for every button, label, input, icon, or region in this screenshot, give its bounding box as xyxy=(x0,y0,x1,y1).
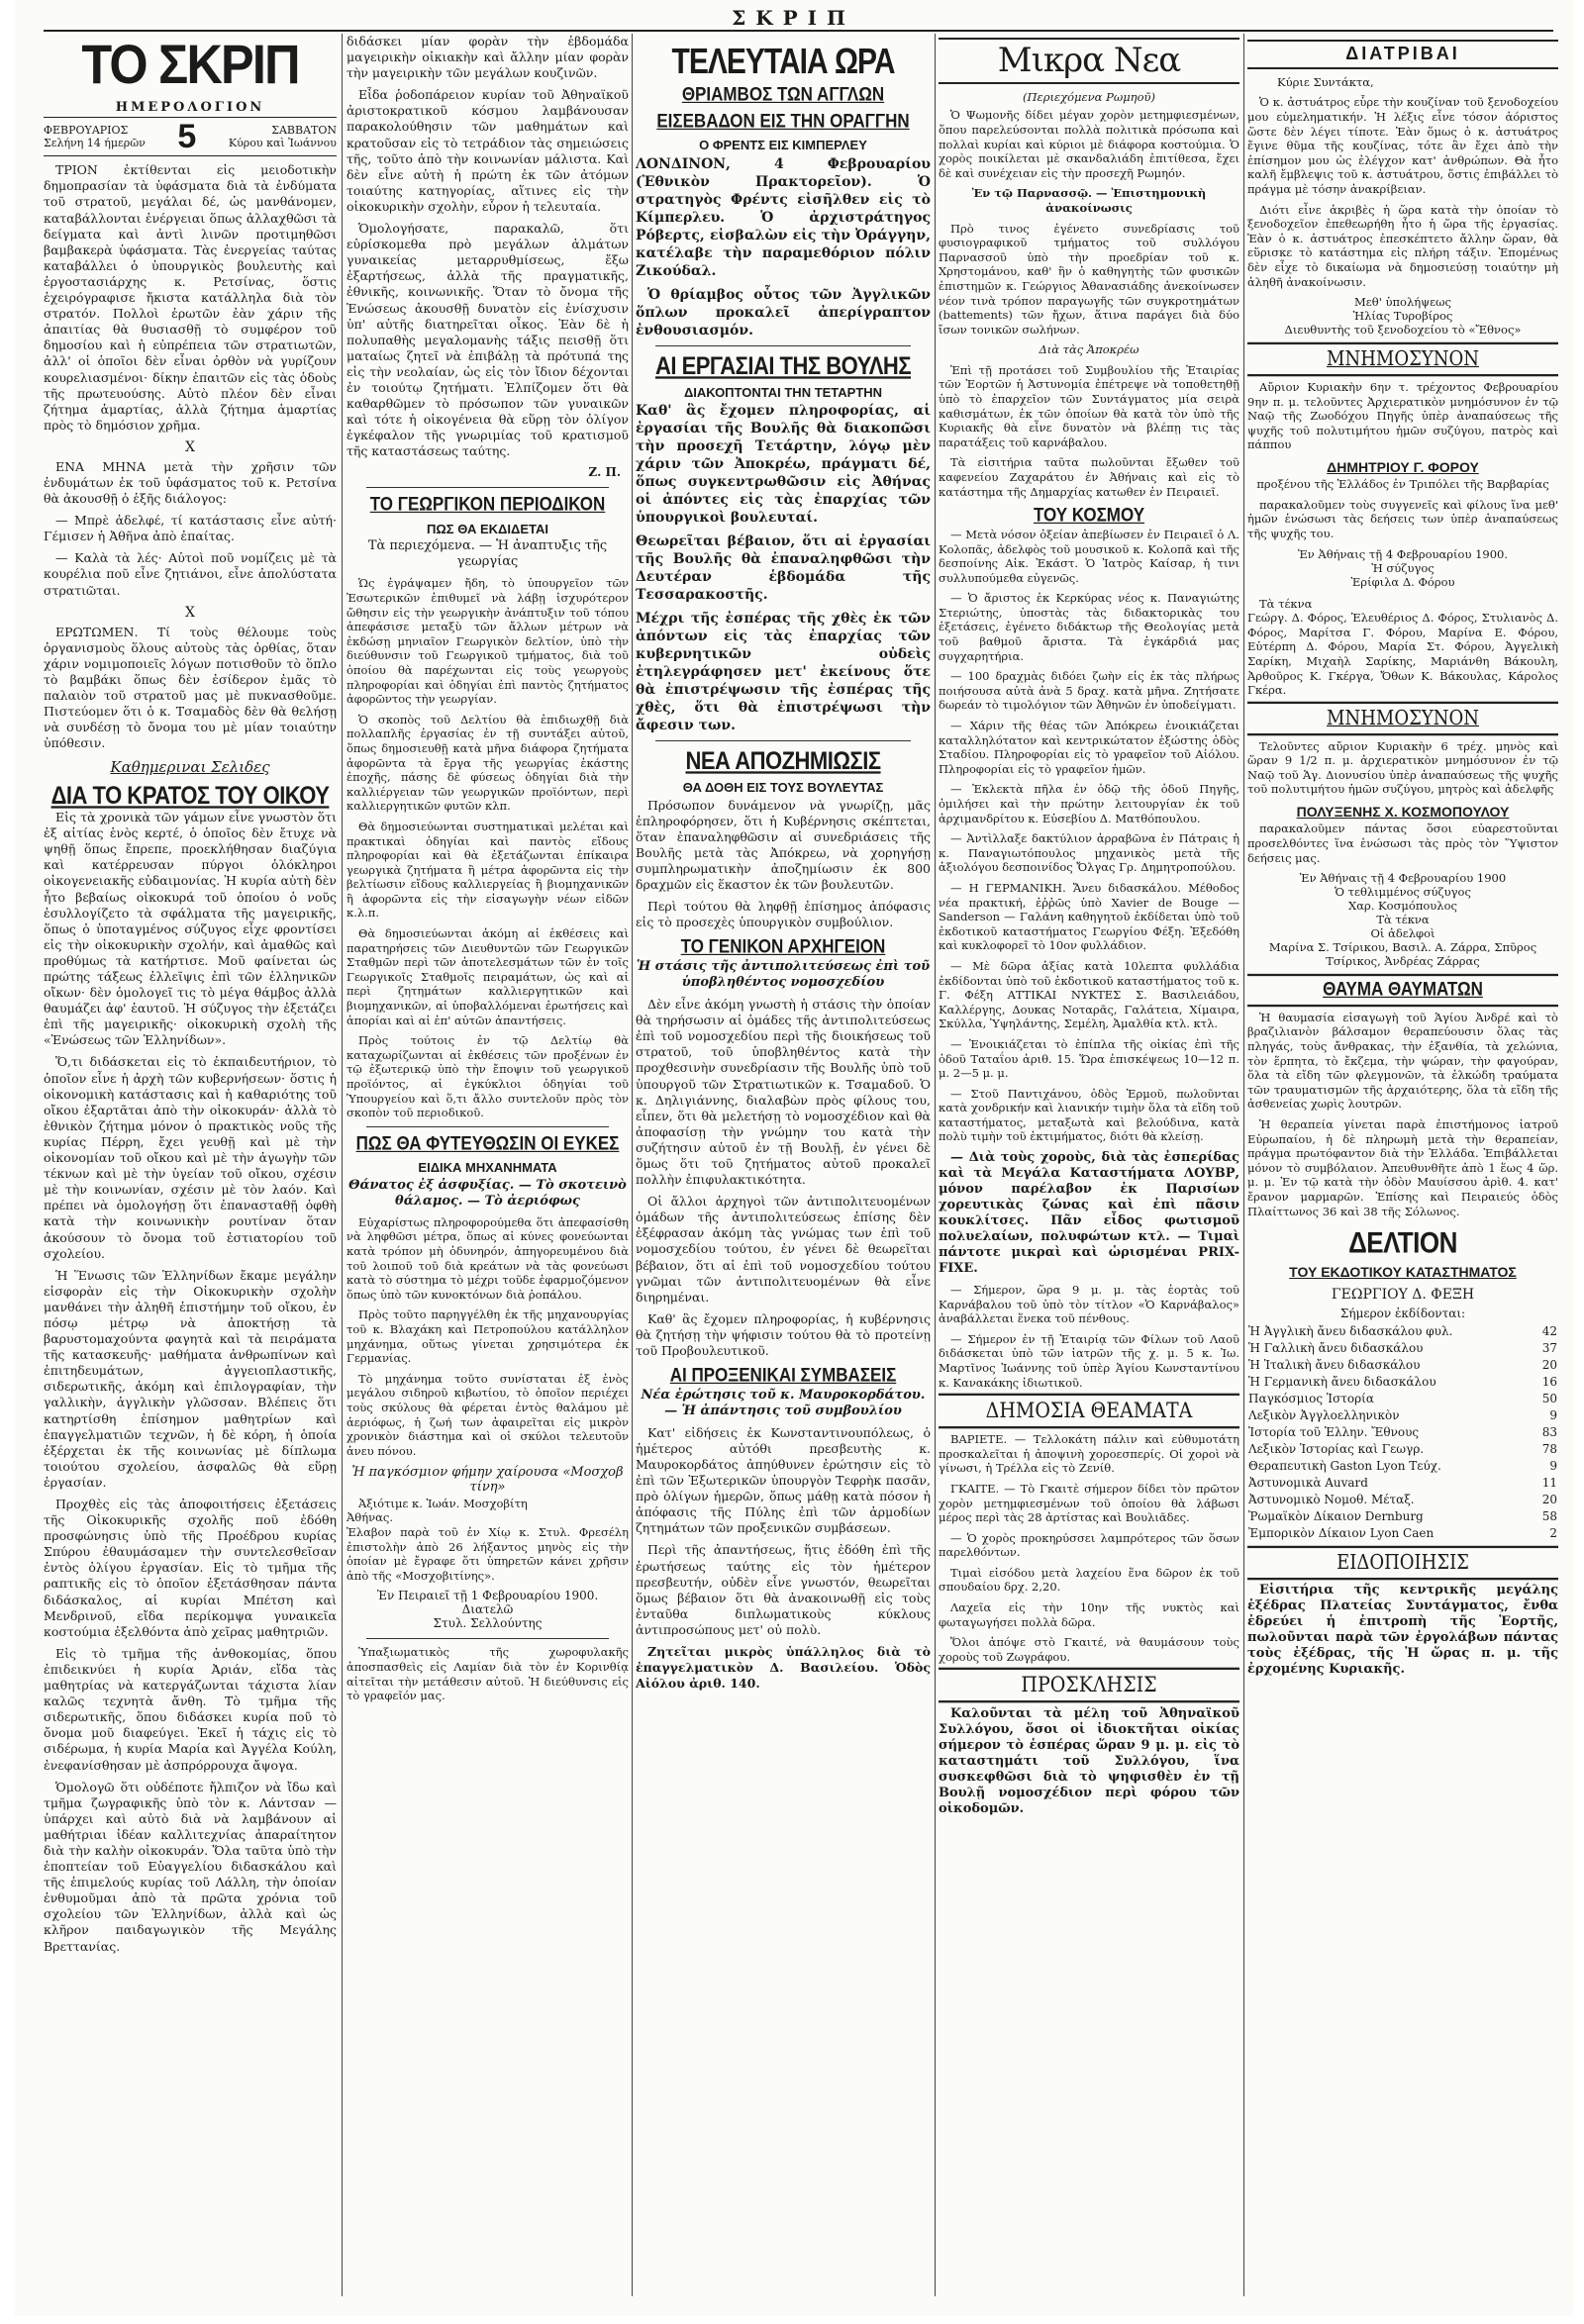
lede: Τὰ περιεχόμενα. — Ἡ ἀναπτυξις τῆς γεωργίας xyxy=(367,538,608,570)
article-paragraph: Εὐχαρίστως πληροφορούμεθα ὅτι ἀπεφασίσθη νὰ ληφθῶσι μέτρα, ὅπως αἱ κύνες φονεύωνται κατὰ τρόπον μὴ ὀδυνηρόν, ἀπηγορευμένου διὰ τοῦ λοιποῦ τοῦ διὰ κρεάτων νὰ τὰς φονεύωσι κατὰ τὸ σύστημα τὸ μέχρι τοῦδε ἐφαρμοζόμενον ὅπως ὑπὸ τῶν κυνοκτόνων διὰ ῥοπάλου. xyxy=(346,1214,629,1302)
header-rule xyxy=(44,30,1553,32)
news-item: Ὅλοι ἀπόψε στὸ Γκαιτέ, νὰ θαυμάσουν τοὺς χοροὺς τοῦ Ζωγράφου. xyxy=(939,1635,1239,1664)
list-item-label: Λεξικὸν Ἀγγλοελληνικὸν xyxy=(1248,1407,1400,1422)
article-paragraph: Εἶδα ῥοδοπάρειον κυρίαν τοῦ Ἀθηναϊκοῦ ἀριστοκρατικοῦ κόσμου λαμβάνουσαν παρακολούθησιν τῶν μαθημάτων καὶ κρατοῦσαν εἰς τὸ τετράδιον τὰς σημειώσεις τῆς, τοῦτο ἀπὸ τὴν κοινωνίαν μάλιστα. Καὶ δὲν εἶνε αὐτὴ ἡ πρώτη ἐκ τῶν ἀτόμων τοιαύτης κατηγορίας, αἵτινες εἰς τὴν οἰκοκυρικὴν σχολὴν, εὗρον ἡ τελευταία. xyxy=(346,87,629,214)
news-item: ΒΑΡΙΕΤΕ. — Τελλοκάτη πάλιν καὶ εὐθυμοτάτη προσκαλεῖται ἡ ἀποψινὴ χοροεσπερίς. Οἱ χοροὶ νὰ γίνωσι, ἡ Τρέλλα εἰς τὸ Ζενίθ. xyxy=(939,1432,1239,1476)
article-paragraph: Ὅ,τι διδάσκεται εἰς τὸ ἐκπαιδευτήριον, τὸ ὁποῖον εἶνε ἡ ἀρχὴ τῶν κυβερνήσεων· ὅστις ἡ οἰκονομικὴ κατάστασις καὶ ἡ καθαριότης τοῦ οἴκου ἐξαρτᾶται ἀπὸ τὴν οἰκοκυράν· ἀλλὰ τὸ ἐθνικὸν ζήτημα μόνον ὁ πρακτικὸς νοῦς τῆς κυρίας Πέρρη, ἔχει γευθῇ καὶ μὲ τὴν οἰκονομίαν τοῦ οἴκου καὶ μὲ τὴν ἀγωγὴν τῶν τέκνων καὶ μὲ τὴν ὑγείαν τοῦ οἴκου, σχέσιν μὲ τὴν κοινωνίαν, σχέσιν μὲ τὸν λαόν. Καὶ πρέπει νὰ ὁμολογήσῃ ὅτι ἐπανασταθῇ ὀφθὴ κατὰ τὴν κοινωνικὴν ρουτίναν ὅταν ἀκούσουν τὸ ὄνομα τοῦ ἐστιατορίου τοῦ σχολείου. xyxy=(44,1054,337,1261)
list-item xyxy=(1247,1323,1558,1340)
headline: ΠΡΟΣΚΛΗΣΙΣ xyxy=(939,1668,1239,1703)
date-right xyxy=(229,124,337,149)
list-item-value: 11 xyxy=(1541,1475,1557,1490)
list-item-value: 58 xyxy=(1541,1508,1557,1523)
notice-text: παρακαλοῦμεν τοὺς συγγενεῖς καὶ φίλους ἵνα μεθ' ἡμῶν ἑνώσωσι τὰς δεήσεις των ὑπὲρ ἀναπαύσεως τῆς ψυχῆς του. xyxy=(1247,497,1558,541)
news-item: — 100 δραχμὰς διδόει ζωὴν εἰς ἐκ τὰς πλήρως ποιήσουσα αὐτὰ ἀνὰ 5 δραχ. κατὰ μῆνα. Ζητήσατε δωρεάν τὸ τιμολόγιον τῶν Ἀθηνῶν ἐν ὑποδείγματι. xyxy=(939,669,1239,713)
column-divider xyxy=(935,34,936,2296)
article-paragraph: Εἰς τὰ χρονικὰ τῶν γάμων εἶνε γνωστὸν ὅτι ἐξ αἰτίας ἑνὸς κερτέ, ὁ ὁποῖος δὲν ἔτυχε νὰ ψηθῇ ὅπως ἔπρεπε, προεκλήθησαν διαζύγια καὶ κατέρρευσαν πύργοι ὁλόκληροι οἰκογενειακῆς εὐδαιμονίας. Ἡ κυρία αὐτὴ δὲν ἦτο βεβαίως οἰκοκυρά τοῦ ὁποίου ὁ νοῦς ἐσυλλογίζετο τὰ σφάλματα τῆς μαγειρικῆς, ὅπως ὁ ὑποταγμένος σύζυγος εἶχε φροντίσει εἰς τὴν οἰκοκυρικὴν σχολήν, καὶ ἀμαθῶς καὶ προθύμως τὰ κατήρτισε. Μοῦ φαίνεται ὡς πρώτης τάξεως ἐλλεῖψις ἐπὶ τῶν ἑλληνικῶν οἴκων· δὲν ὁμολογεῖ τις τὸ μέγα θάμβος ἀλλὰ θαυμάζει ἀφ' ἑαυτοῦ. Ἡ σύζυγος τὴν ἐξετάζει ἐπὶ τῆς μαγειρικῆς· οἰκοκυρικὴ σχολὴ τῆς «Ἑνώσεως τῶν Ἑλληνίδων». xyxy=(44,810,337,1048)
news-item: Λαχεῖα εἰς τὴν 10ην τῆς νυκτὸς καὶ φωταγωγήσει πολλὰ δῶρα. xyxy=(939,1600,1239,1629)
subheadline: ΤΟΥ ΕΚΔΟΤΙΚΟΥ ΚΑΤΑΣΤΗΜΑΤΟΣ xyxy=(1289,1263,1517,1280)
deceased-name: ΠΟΛΥΞΕΝΗΣ Χ. ΚΟΣΜΟΠΟΥΛΟΥ xyxy=(1296,803,1510,820)
list-item xyxy=(1247,1492,1558,1508)
news-item: — Ἐνοικιάζεται τὸ ἐπίπλα τῆς οἰκίας ἐπὶ τῆς ὁδοῦ Ταταΐου ἀριθ. 15. Ὥρα ἐπισκέψεως 10—12 π. μ. 2—5 μ. μ. xyxy=(939,1036,1239,1081)
column-3 xyxy=(636,34,931,2298)
catalog-list xyxy=(1247,1323,1558,1542)
lede: Μέχρι τῆς ἐσπέρας τῆς χθὲς ἐκ τῶν ἀπόντων εἰς τὰς ἐπαρχίας τῶν κυβερνητικῶν οὐδεὶς ἐτηλεγράφησεν μετ' ἐκείνους ὅτε θὰ ἐπιστρέψωσιν τῆς ἐσπέρας τῆς χθὲς, ὅτι θὰ ἐπιστρέψωσι τὴν ἄφεσιν των. xyxy=(636,611,931,734)
article-paragraph: Ἡ Ἕνωσις τῶν Ἑλληνίδων ἔκαμε μεγάλην εἰσφορὰν εἰς τὴν Οἰκοκυρικὴν σχολὴν μανθάνει τὴν ἀληθῆ ἐπιστήμην τοῦ οἴκου, ἐν πόσῳ μέτρῳ νὰ ἀποκτήσῃ τὰ βαρυστομαχούντα φαγητὰ καὶ τὰ πειράματα τῆς κατασκευῆς· μαθήματα ἀνθρωπίνων καὶ ἐπιτηδευμάτων, ἀγγειοπλαστικῆς, σιδερωτικῆς, ἀκόμη καὶ ἐπιλογραφίαν, τὴν γαλλικὴν, ἀγγλικὴν γλῶσσαν. Βλέπεις ὅτι κατηρτίσθη ἐπίσημον μαθητρίων καὶ ἐπαγγελματιῶν τεχνῶν, ἡ δὲ κόρη, ἡ ὁποία ἐξέρχεται ἐκ τῆς κοινωνίας μὲ δίπλωμα τοιούτου σχολείου, ἀσφαλῶς θὰ εὕρῃ ἐργασίαν. xyxy=(44,1267,337,1490)
advertisement-text: Ἡ θαυμασία εἰσαγωγὴ τοῦ Ἁγίου Ἀνδρέ καὶ τὸ βραζιλιανὸν βάλσαμον θεραπεύουσιν ὅλας τὰς πληγάς, τοὺς ἄνθρακας, τὴν ἐξανθία, τὰ χελώνια, τὸν ἕρπητα, τὸ ἔκζεμα, τὴν ψώραν, τὴν φαγούραν, ὅλα τὰ εἴδη τῶν φλεγμονῶν, τὰ ἐλκώδη τραύματα τῶν τραυματισμῶν τῆς ἀρχαιότερης, ὅλα τὰ εἴδη τῆς ἀσθενείας χωρὶς λουτρῶν. xyxy=(1247,1010,1558,1112)
lede: Καθ' ἃς ἔχομεν πληροφορίας, αἱ ἐργασίαι τῆς Βουλῆς θὰ διακοπῶσι τὴν προσεχῆ Τετάρτην, λόγῳ μὲν χάριν τῶν Ἀποκρέω, πράγματι δέ, ὅπως συγκεντρωθῶσιν εἰς Ἀθήνας οἱ ἀπόντες εἰς τὰς ἐπαρχίας τῶν ὑπουργικοὶ βουλευταί. xyxy=(636,403,931,527)
moon-age: Σελήνη 14 ήμερῶν xyxy=(44,137,146,150)
list-item-value: 2 xyxy=(1549,1525,1557,1540)
divider xyxy=(366,1638,609,1639)
headline: ΔΙΑ ΤΟ ΚΡΑΤΟΣ ΤΟΥ ΟΙΚΟΥ xyxy=(50,780,330,810)
headline: ΕΙΣΕΒΑΔΟΝ ΕΙΣ ΤΗΝ ΟΡΑΓΓΗΝ xyxy=(656,110,910,132)
subheadline: ΠΩΣ ΘΑ ΕΚΔΙΔΕΤΑΙ xyxy=(427,522,548,537)
list-item-value: 37 xyxy=(1541,1340,1557,1355)
news-item: — Ὁ χορὸς προκηρύσσει λαμπρότερος τῶν ὅσων παρελθόντων. xyxy=(939,1530,1239,1560)
list-item xyxy=(1247,1391,1558,1407)
article-paragraph: Πρὸ τινος ἐγένετο συνεδρίασις τοῦ φυσιογραφικοῦ τμήματος τοῦ συλλόγου Παρνασσοῦ ὑπὸ τὴν προεδρίαν τοῦ κ. Χρηστομάνου, καθ' ἣν ὁ καθηγητὴς τῶν φυσικῶν ἐπιστημῶν κ. Γεώργιος Ἀθανασιάδης ἀνεκοίνωσεν νέον τινὰ τρόπον παραγωγῆς τῶν συγκροτημάτων (battements) τῶν ἤχων, ἅτινα παράγει διὰ δύο ἴσων τονικῶν σωλήνων. xyxy=(939,221,1239,337)
headline: ΔΕΛΤΙΟΝ xyxy=(1348,1224,1457,1260)
column-4 xyxy=(939,34,1239,2298)
list-item-label: Θεραπευτικὴ Gaston Lyon Τεύχ. xyxy=(1248,1458,1441,1473)
article-paragraph: Καθ' ἃς ἔχομεν πληροφορίας, ἡ κυβέρνησις θὰ ζητήσῃ τὴν ψήφισιν τούτου θὰ τὸ προτείνῃ τοῦ Προβουλευτικοῦ. xyxy=(636,1310,931,1359)
notice-text: Τελοῦντες αὔριον Κυριακὴν 6 τρέχ. μηνὸς καὶ ὥραν 9 1/2 π. μ. ἀρχιερατικὸν μνημόσυνον ἐν τῷ Ναῷ τοῦ Ἁγ. Διονυσίου ὑπὲρ ἀναπαύσεως τῆς ψυχῆς τοῦ πολυτιμήτου ἡμῶν συζύγου, μητρὸς καὶ ἀδελφῆς xyxy=(1247,738,1558,797)
column-1 xyxy=(44,34,337,2298)
headline: ΑΙ ΠΡΟΞΕΝΙΚΑΙ ΣΥΜΒΑΣΕΙΣ xyxy=(669,1364,897,1387)
subheadline: ΓΕΩΡΓΙΟΥ Δ. ΦΕΞΗ xyxy=(1331,1287,1475,1304)
article-paragraph: Περὶ τῆς ἀπαντήσεως, ἥτις ἐδόθη ἐπὶ τῆς ἐρωτήσεως ταύτης εἰς τὸν ἡμέτερον πρεσβευτήν, οὐδὲν εἶνε γνωστόν, θεωρεῖται ὅμως βέβαιον ὅτι θὰ ἀνακοινωθῇ εἰς τοὺς ἐνταῦθα διπλωματικοὺς κύκλους ἀντιπροσώπους μετ' οὐ πολὺ. xyxy=(636,1542,931,1637)
news-item: — Ὁ ἄριστος ἐκ Κερκύρας νέος κ. Παναγιώτης Στεριώτης, ὑποστὰς τὰς διδακτορικὰς του ἐξετάσεις, ἐγένετο διδάκτωρ τῆς Θεολογίας μετὰ τοῦ βαθμοῦ ἄριστα. Τὰ ἐγκάρδιά μας συγχαρητήρια. xyxy=(939,591,1239,663)
list-item-label: Ἀστυνομικὰ Auvard xyxy=(1248,1475,1368,1490)
section-marker: Χ xyxy=(185,604,195,621)
list-item-label: Ἀστυνομικὸ Νομοθ. Μέταξ. xyxy=(1248,1492,1415,1506)
list-item xyxy=(1247,1508,1558,1525)
list-item-label: Ἡ Γερμανικὴ ἄνευ διδασκάλου xyxy=(1248,1374,1436,1389)
article-paragraph: ΕΝΑ ΜΗΝΑ μετὰ τὴν χρῆσιν τῶν ἐνδυμάτων ἐκ τοῦ ὑφάσματος τοῦ κ. Ρετσίνα θὰ ἀκουσθῇ ὁ ἑξῆς διάλογος: xyxy=(44,458,337,507)
news-item: — Σήμερον, ὥρα 9 μ. μ. τὰς ἑορτὰς τοῦ Καρνάβαλου τοῦ ὑπὸ τὸν τίτλον «Ὁ Καρνάβαλος» ἀναβάλλεται ἕνεκα τοῦ πένθους. xyxy=(939,1283,1239,1326)
article-paragraph: Θὰ δημοσιεύωνται ἀκόμη αἱ ἐκθέσεις καὶ παρατηρήσεις τῶν Διευθυντῶν τῶν Γεωργικῶν Σταθμῶν περὶ τῶν ἀποτελεσμάτων τῶν ἐν τοῖς Γεωργικοῖς Σταθμοῖς πειραμάτων, ὡς καὶ αἱ περὶ ζητημάτων καλλιεργητικῶν καὶ βιομηχανικῶν, αἱ ὑποβαλλόμεναι ἐρωτήσεις καὶ ἀπορίαι καὶ αἱ ἐπ' αὐτῶν ἀπαντήσεις. xyxy=(346,926,629,1027)
advertisement-title: Ἡ παγκόσμιον φήμην χαίρουσα «Μοσχοβ τίνη» xyxy=(351,1465,624,1495)
list-item-value: 9 xyxy=(1549,1458,1557,1473)
lede: Νέα ἐρώτησις τοῦ κ. Μαυροκορδάτου. — Ἡ ἀπάντησις τοῦ συμβουλίου xyxy=(641,1387,926,1418)
list-item-label: Ἐμπορικὸν Δίκαιον Lyon Caen xyxy=(1248,1525,1435,1540)
saint-of-day: Κύρου καὶ Ἰωάννου xyxy=(228,137,337,150)
article-paragraph: — Μπρὲ ἀδελφέ, τί κατάστασις εἶνε αὐτή· Γέμισεν ἡ Ἀθῆνα ἀπὸ ἐπαίτας. xyxy=(44,513,337,544)
signature: Ἐν Ἀθήναις τῇ 4 Φεβρουαρίου 1900 Ὁ τεθλιμμένος σύζυγος Χαρ. Κοσμόπουλος Τὰ τέκνα Οἱ ἀδελφοὶ Μαρίνα Σ. Τσίρικου, Βασιλ. Α. Ζάρρα, Σπῦρος Τσίρικος, Ἀνδρέας Ζάρρας xyxy=(1268,871,1537,969)
date-month: ΦΕΒΡΟΥΑΡΙΟΣ xyxy=(44,124,129,138)
signature: Ζ. Π. xyxy=(588,465,621,480)
headline: ΤΟΥ ΚΟΣΜΟΥ xyxy=(1033,504,1145,527)
news-item: — Μετὰ νόσον ὀξείαν ἀπεβίωσεν ἐν Πειραιεῖ ὁ Λ. Κολοπᾶς, ἀδελφὸς τοῦ μουσικοῦ κ. Κολοπᾶ καὶ τῆς δεσποίνης Αἰκ. Ἐκάστ. Ὁ Ἰατρὸς Καίσαρ, ἡ τινι συλλυπούμεθα εὐγενῶς. xyxy=(939,527,1239,585)
headline: ΔΗΜΟΣΙΑ ΘΕΑΜΑΤΑ xyxy=(939,1394,1239,1429)
list-item-label: Ἡ Ἀγγλικὴ ἄνευ διδασκάλου φυλ. xyxy=(1248,1323,1453,1338)
notice: Καλοῦνται τὰ μέλη τοῦ Ἀθηναϊκοῦ Συλλόγου, ὅσοι οἱ ἰδιοκτῆται οἰκίας σήμερον τὸ ἑσπέρας ὥραν 9 μ. μ. εἰς τὸ καταστημάτι τοῦ Συλλόγου, ἵνα συσκεφθῶσι διὰ τὸ ψηφισθὲν ἐν τῇ Βουλῇ νομοσχέδιον περὶ φόρου τῶν οἰκοδομῶν. xyxy=(939,1706,1239,1817)
article-paragraph: Διότι εἶνε ἀκριβὲς ἡ ὥρα κατὰ τὴν ὁποίαν τὸ ξενοδοχεῖον ἐπεθεωρήθη ἦτο ἡ ὥρα τῆς ἐργασίας. Ἐὰν ὁ κ. ἀστυάτρος ἐπεσκέπτετο ἄλλην ὥραν, θὰ εὕρισκε τὸ κατάστημα εἰς πλήρη τάξιν. Ἐπομένως δὲν εἶχε τὸ δικαίωμα νὰ δημοσιεύσῃ τοιαύτην μὴ ἀληθῆ ἀνακοίνωσιν. xyxy=(1247,202,1558,289)
headline: Μικρα Νεα xyxy=(939,38,1239,84)
article-paragraph: Ὁ κ. ἀστυάτρος εὗρε τὴν κουζίναν τοῦ ξενοδοχείου μου εὐμεληματικήν. Ἡ λέξις εἶνε τόσον ἀόριστος ὥστε δὲν λέγει τίποτε. Ἐὰν ὅμως ὁ κ. ἀστυάτρος ἔγινε θῦμα τῆς κουζίνας, τότε ἂν ἔχει ἀπὸ τὴν ἐπίσημον μου ὡς ἐλέγχον κατ' ἀνθρώπων. Θὰ ἦτο καλῆ ἔμβλεψις τοῦ κ. ἀστυάτρου, ὅστις ἐπιβάλλει τὸ πράγμα μὲ τόσην ἀνακρίβειαν. xyxy=(1247,95,1558,196)
list-item xyxy=(1247,1458,1558,1475)
news-item: — Ἐκλεκτὰ πῆλα ἐν ὁδῷ τῆς ὁδοῦ Πηγῆς, ὁμιλήσει καὶ τὴν πρώτην λειτουργίαν ἐκ τοῦ ἀρχιμανδρίτου κ. Εὐσεβίου Δ. Ματθόπουλου. xyxy=(939,782,1239,825)
list-item-label: Ἡ Γαλλικὴ ἄνευ διδασκάλου xyxy=(1248,1340,1424,1355)
article-paragraph: ΕΡΩΤΩΜΕΝ. Τί τοὺς θέλουμε τοὺς ὀργανισμοὺς ὅλους αὐτοὺς τὰς ὀρθίας, ὅταν χάριν νομιμοποιεῖς λόγων ποτισθοῦν τὸ ὅπλο τὸ βαμβάκι ὅπως δὲν ἐσίδερον ἐμᾶς τὸ παλαιὸν τοῦ στρατοῦ μας μὲ πυκνασθοῦμε. Πιστεύομεν ὅτι ὁ κ. Τσαμαδὸς δὲν θὰ θελήσῃ νὰ συνδέσῃ τὸ ὄνομα του μὲ μίαν τοιαύτην ὑπόθεσιν. xyxy=(44,624,337,751)
headline: ΕΙΔΟΠΟΙΗΣΙΣ xyxy=(1247,1545,1558,1579)
subheadline: ΕΙΔΙΚΑ ΜΗΧΑΝΗΜΑΤΑ xyxy=(418,1160,557,1176)
rubric: Καθημεριναι Σελιδες xyxy=(110,758,270,777)
article-paragraph: ΤΡΙΟΝ ἐκτίθενται εἰς μειοδοτικὴν δημοπρασίαν τὰ ὑφάσματα διὰ τὰ ἐνδύματα τοῦ στρατοῦ, μεγάλαι δέ, ὡς μανθάνομεν, καταβάλλονται ἐνέργειαι ὅπως ἀλλαχθῶσι τὰ δείγματα καὶ ἀντὶ λινῶν προτιμηθῶσι βαμβακερὰ ὑφάσματα. Τὰς ἐνεργείας ταύτας καταβάλλει ὁ ὑπουργικὸς βουλευτὴς καὶ ἐργοστασιάρχης κ. Ρετσίνας, ὅστις ἐχειρόγραφισε ἤκιστα κατάλληλα διὰ τὸν στρατόν. Πολλοὶ ἐρωτῶν ἐὰν χάριν τῆς ἀπαιτίας θὰ θυσιασθῇ τὸ συμφέρον τοῦ δημοσίου καὶ ἡ εὐπρέπεια τῶν στρατιωτῶν, ἀλλ' οἱ ὁποῖοι δὲν εἶναι ὀρθὸν νὰ γυρίζουν κουρελιασμένοι· δίκην ἐπαιτῶν εἰς τὰς ὁδοὺς τῆς πρωτευούσης. Αὐτὸ πλέον δὲν εἶναι ζήτημα ἁμαρτίας, ἀλλὰ ζήτημα ἁμαρτίας πρὸς τὸ δημόσιον χρῆμα. xyxy=(44,162,337,433)
list-item-value: 20 xyxy=(1541,1357,1557,1372)
headline: ΘΡΙΑΜΒΟΣ ΤΩΝ ΑΓΓΛΩΝ xyxy=(681,83,885,106)
list-item-label: Ῥωμαϊκὸν Δίκαιον Dernburg xyxy=(1248,1508,1424,1523)
article-paragraph: Εἰς τὸ τμῆμα τῆς ἀνθοκομίας, ὅπου ἐπιδεικνύει ἡ κυρία Ἀριάν, εἴδα τὰς μαθητρίας νὰ κατεργάζωνται τάχιστα λίαν καλῶς τεχνητὰ ἄνθη. Τὸ τμῆμα τῆς σιδερωτικῆς, ὅπου διδάσκει κυρία ποῦ τὸ ὄνομα μοῦ διαφεύγει. Ἐκεῖ ἡ τάχις εἰς τὸ σιδέρωμα, ἡ κυρία Μαρία καὶ Ἀγγέλα Κούλη, ἐνεφανίσθησαν μὲ ἀσπρόρρουχα ἄψογα. xyxy=(44,1645,337,1773)
article-paragraph: Πρὸς τούτοις ἐν τῷ Δελτίῳ θὰ καταχωρίζωνται αἱ ἐκθέσεις τῶν προξένων ἐν τῷ ἐξωτερικῷ ὑπὸ τὴν ἔποψιν τοῦ γεωργικοῦ προϊόντος, αἱ ἐγκύκλιοι ὁδηγίαι τοῦ Ὑπουργείου καὶ ὅ,τι ἄλλο συντελοῦν πρὸς τὸν σκοπὸν τοῦ περιοδικοῦ. xyxy=(346,1033,629,1120)
list-item-label: Παγκόσμιος Ἱστορία xyxy=(1248,1391,1374,1405)
notice-text: προξένου τῆς Ἑλλάδος ἐν Τριπόλει τῆς Βαρβαρίας xyxy=(1256,477,1549,492)
article-paragraph: Πρὸς τοῦτο παρηγγέλθη ἐκ τῆς μηχανουργίας τοῦ κ. Βλαχάκη καὶ Πετροπούλου κατάλληλον μηχάνημα, οὕτως γίνεται χρησιμότερα ἐκ Γερμανίας. xyxy=(346,1307,629,1366)
lede: ΛΟΝΔΙΝΟΝ, 4 Φεβρουαρίου (Ἐθνικὸν Πρακτορεῖον). Ὁ στρατηγὸς Φρέντς εἰσῆλθεν εἰς τὸ Κίμπερλευ. Ὁ ἀρχιστράτηγος Ρόβερτς, εἰσβαλὼν εἰς τὴν Ὀράγγην, κατέλαβε τὴν παραμεθόριον πόλιν Ζικούδαλ. xyxy=(636,155,931,279)
divider xyxy=(366,487,609,488)
signature: Ἐν Ἀθήναις τῇ 4 Φεβρουαρίου 1900. Ἡ σύζυγος Ἐρίφιλα Δ. Φόρου xyxy=(1297,546,1509,589)
article-paragraph: Ἐπὶ τῇ προτάσει τοῦ Συμβουλίου τῆς Ἐταιρίας τῶν Ἑορτῶν ἡ Ἀστυνομία ἐπέτρεψε νὰ τοποθετηθῇ ὑπὸ τὸ ἐπαρχεῖον τῶν Συντάγματος μία σειρὰ καθισμάτων, ἐκ τῶν ὁποίων θὰ κατὰ τὸν ὑπὸ τῆς Κυριακῆς θὰ εἶνε δυνατὸν νὰ βλέπῃ τις τὰς παρατάξεις τοῦ καρνάβαλου. xyxy=(939,362,1239,449)
article-paragraph: διδάσκει μίαν φορὰν τὴν ἑβδομάδα μαγειρικὴν οἰκιακὴν καὶ ἄλλην μίαν φορὰν τὴν μαγειρικὴν τῶν μεγάλων κουζινῶν. xyxy=(346,34,629,81)
article-paragraph: Ὁ Ψωμονῆς δίδει μέγαν χορὸν μετημφιεσμένων, ὅπου παρελεύσονται πολλὰ πολιτικὰ πρόσωπα καὶ πολλαὶ κυρίαι καὶ κύριοι μὲ διάφορα κοστούμια. Ὁ χορὸς ποικίλεται μὲ σκανδαλιάδη ἐπιτίθεσα, ἔχει δὲ καὶ συνέχειαν εἰς τὴν προσεχῆ Ρωμηόν. xyxy=(939,108,1239,180)
subheadline: (Περιεχόμενα Ρωμηοῦ) xyxy=(1023,90,1155,105)
column-divider xyxy=(342,34,343,2296)
list-item xyxy=(1247,1525,1558,1542)
list-item-value: 83 xyxy=(1541,1424,1557,1439)
running-header: ΣΚΡΙΠ xyxy=(732,6,855,30)
signature: Ἐν Πειραιεῖ τῇ 1 Φεβρουαρίου 1900. Διατελῶ Στυλ. Σελλούντης xyxy=(376,1589,599,1631)
list-item xyxy=(1247,1340,1558,1357)
headline: ΝΕΑ ΑΠΟΖΗΜΙΩΣΙΣ xyxy=(685,746,881,775)
column-divider xyxy=(632,34,633,2296)
list-item-value: 20 xyxy=(1541,1492,1557,1506)
subheadline: ΘΑ ΔΟΘΗ ΕΙΣ ΤΟΥΣ ΒΟΥΛΕΥΤΑΣ xyxy=(682,780,884,796)
list-item-label: Λεξικὸν Ἱστορίας καὶ Γεωγρ. xyxy=(1248,1441,1425,1456)
notice-text: Εἰσιτήρια τῆς κεντρικῆς μεγάλης ἐξέδρας Πλατείας Συντάγματος, ἔνθα ἐδρεύει ἡ ἐπιτροπὴ τῆς Ἑορτῆς, πωλοῦνται παρὰ τῶν ἐργολάβων πάντας τοὺς ἐξέδρας, τῆς Ἡ ὥρας π. μ. τῆς ἐρχομένης Κυριακῆς. xyxy=(1247,1583,1558,1678)
article-paragraph: Περὶ τούτου θὰ ληφθῇ ἐπίσημος ἀπόφασις εἰς τὸ προσεχὲς ὑπουργικὸν συμβούλιον. xyxy=(636,899,931,930)
masthead-title: ΤΟ ΣΚΡΙΠ xyxy=(81,34,299,95)
deceased-name: ΔΗΜΗΤΡΙΟΥ Γ. ΦΟΡΟΥ xyxy=(1327,458,1479,475)
divider xyxy=(655,740,911,741)
article-paragraph: Κατ' εἰδήσεις ἐκ Κωνσταντινουπόλεως, ὁ ἡμέτερος αὐτόθι πρεσβευτὴς κ. Μαυροκορδάτος ἀπηύθυνεν ἐρώτησιν εἰς τὸ ἐπὶ τῶν Ἐξωτερικῶν ὑπουργὸν Τεφρὴκ πασᾶν, πρὸ ὀλίγων ἡμερῶν, ὅπως μάθῃ κατὰ πόσον ἡ ἀπόφασις τῆς Πύλης ἐπὶ τῶν ἀρμοδίων ζητημάτων τῶν προξενικῶν συμβάσεων. xyxy=(636,1424,931,1536)
column-divider xyxy=(1243,34,1244,2296)
headline: ΜΝΗΜΟΣΥΝΟΝ xyxy=(1247,342,1558,376)
list-item-label: Ἱστορία τοῦ Ἑλλην. Ἔθνους xyxy=(1248,1424,1420,1439)
classified-ad: Ὑπαξιωματικὸς τῆς χωροφυλακῆς ἀποσπασθεὶς εἰς Λαμίαν διὰ τὸν ἐν Κορινθίᾳ αἰτεῖται τὴν μετάθεσιν αὐτοῦ. Ἡ διεύθυνσις εἰς τὸ γραφεῖόν μας. xyxy=(346,1645,629,1703)
headline: ΜΝΗΜΟΣΥΝΟΝ xyxy=(1247,702,1558,735)
news-item: — Στοῦ Παντιχάνου, ὁδὸς Ἑρμοῦ, πωλοῦνται κατὰ χονδρικήν καὶ λιανικήν τιμὴν ὅλα τὰ εἴδη τοῦ καταστήματος, μεταξωτὰ καὶ βελούδινα, κατὰ πολὺ τιμὴν τοῦ ἐκτιμήματος, διότι θὰ κλείσῃ. xyxy=(939,1086,1239,1144)
news-item: — Μὲ δῶρα ἀξίας κατὰ 10λεπτα φυλλάδια ἐκδίδονται ὑπὸ τοῦ ἐκδοτικοῦ καταστήματος τοῦ κ. Γ. Φέξη ΑΤΤΙΚΑΙ ΝΥΚΤΕΣ Σ. Βασιλειάδου, Καλλέργης, Δουκας Νοταρᾶς, Γαλάτεια, Χίμαιρα, Σκύλλα, Ὑψηλάντης, Σεμέλη, Ἀμαλθία κτλ. κτλ. xyxy=(939,958,1239,1031)
subheadline: ΔΙΑΚΟΠΤΟΝΤΑΙ ΤΗΝ ΤΕΤΑΡΤΗΝ xyxy=(683,384,883,400)
list-item xyxy=(1247,1407,1558,1424)
notice-text: Τὰ τέκνα Γεώργ. Δ. Φόρος, Ἐλευθέριος Δ. Φόρος, Στυλιανὸς Δ. Φόρος, Μαρίτσα Γ. Φόρου, Μαρίνα Ε. Φόρου, Εὐτέρπη Δ. Φόρου, Μαρία Στ. Φόρου, Ἀγγελικὴ Σαρίκη, Μιχαὴλ Σαρίκης, Μαριάνθη Βάκουλη, Ἀρθοῦρος Κ. Γκέργα, Ὄθων Κ. Βάκουλας, Κάρολος Γκέρα. xyxy=(1247,596,1558,698)
advertisement-text: Ἀξιότιμε κ. Ἰωάν. Μοσχοβίτη Ἀθήνας. Ἐλαβον παρὰ τοῦ ἐν Χίῳ κ. Στυλ. Φρεσέλη ἐπιστολὴν ἀπὸ 26 λήξαντος μηνὸς εἰς τὴν ὁποίαν μὲ ἔγραφε ὅτι ὑπηρετῶν κάνει χρῆσιν ἀπὸ τῆς «Μοσχοβιτίνης». xyxy=(346,1496,629,1583)
headline: ΤΟ ΓΕΝΙΚΟΝ ΑΡΧΗΓΕΙΟΝ xyxy=(680,935,886,958)
list-item xyxy=(1247,1424,1558,1441)
section-marker: Χ xyxy=(185,438,195,455)
article-paragraph: Ὁ θρίαμβος οὗτος τῶν Ἀγγλικῶν ὅπλων προκαλεῖ ἀπερίγραπτον ἐνθουσιασμόν. xyxy=(636,286,931,339)
lede: Ἡ στάσις τῆς ἀντιπολιτεύσεως ἐπὶ τοῦ ὑποβληθέντος νομοσχεδίου xyxy=(636,959,931,991)
date-day-number: 5 xyxy=(177,118,197,156)
news-item: — Σήμερον ἐν τῇ Ἑταιρίᾳ τῶν Φίλων τοῦ Λαοῦ διδάσκεται ὑπὸ τῶν ἰατρῶν τῆς χ. μ. 5 κ. Ἰω. Μαρτῖνος Ἰωάννης τοῦ ὑπὲρ Ἁγίου Κωνσταντίνου κ. Κανακάκης ἰδιωτικοῦ. xyxy=(939,1331,1239,1390)
subheadline: Ο ΦΡΕΝΤΣ ΕΙΣ ΚΙΜΠΕΡΛΕΥ xyxy=(699,138,867,153)
news-item: — Η ΓΕΡΜΑΝΙΚΗ. Ἄνευ διδασκάλου. Μέθοδος νέα πρακτική, ἐῤῥῶς ὑπὸ Xavier de Bouge — Sanderson — Γαλάνη καθηγητοῦ ἐκδίδεται ὑπὸ τοῦ ἐκδοτικοῦ καταστήματος Γεωργίου Φέξη. Ἐξεδόθη καὶ κυκλοφορεῖ τὸ 10ον φυλλάδιον. xyxy=(939,880,1239,953)
list-item-label: Ἡ Ἰταλικὴ ἄνευ διδασκάλου xyxy=(1248,1357,1421,1372)
divider xyxy=(655,345,911,346)
notice-text: Αὔριον Κυριακὴν 6ην τ. τρέχοντος Φεβρουαρίου 9ην π. μ. τελοῦντες Ἀρχιερατικὸν μνημόσυνον ἐν τῷ Ναῷ τῆς Ζωοδόχου Πηγῆς ὑπὲρ ἀναπαύσεως τῆς ψυχῆς τοῦ πολυτιμήτου ἡμῶν συζύγου, πατρὸς καὶ πάππου xyxy=(1247,379,1558,452)
headline: ΤΕΛΕΥΤΑΙΑ ΩΡΑ xyxy=(671,42,895,82)
news-item: Τιμαὶ εἰσόδου μετὰ λαχείου ἕνα δῶρον ἐκ τοῦ σπουδαίου δρχ. 2,20. xyxy=(939,1565,1239,1595)
subhead-inline: Διὰ τὰς Ἀποκρέω xyxy=(1039,342,1139,357)
list-item xyxy=(1247,1357,1558,1374)
date-weekday: ΣΑΒΒΑΤΟΝ xyxy=(271,124,337,138)
advertisement-text: Ἡ θεραπεία γίνεται παρὰ ἐπιστήμονος ἰατροῦ Εὐρωπαίου, ἡ δὲ πληρωμὴ μετὰ τὴν θεραπείαν, πράγμα πρωτόφαντον διὰ τὴν Ἑλλάδα. Ἐπιβάλλεται μόνον τὸ συμβόλαιον. Ἀπευθυνθῆτε ἀπὸ 1 ἕως 4 ὥρ. μ. μ. Ἐν τῷ κατὰ τὴν ὁδὸν Μαυίσσου ἀρὶθ. 4. κατ' ἔρανον μαρμαρῶν. Ἐπίσης καὶ Πειραιεύς ὁδὸς Πλαίττωνος 36 καὶ 38 τῆς Σόλωνος. xyxy=(1247,1116,1558,1218)
divider xyxy=(366,1126,609,1127)
news-item: — Χάριν τῆς θέας τῶν Ἀπόκρεω ἐνοικιάζεται καταλληλότατον καὶ κεντρικώτατον ἐξώστης ὁδὸς Σταδίου. Πληροφορίαι εἰς τὸ γραφεῖον τοῦ Αἰόλου. Πληροφορίαι εἰς τὸ γραφεῖον ἡμῶν. xyxy=(939,719,1239,776)
newspaper-page xyxy=(14,0,1573,2316)
column-5 xyxy=(1247,34,1558,2298)
subhead-inline: Ἐν τῷ Παρνασσῷ. — Ἐπιστημονικὴ ἀνακοίνωσις xyxy=(971,186,1207,215)
lede: Θάνατος ἐξ ἀσφυξίας. — Τὸ σκοτεινὸ θάλαμος. — Τὸ ἀεριόφως xyxy=(348,1177,627,1209)
news-item: — Διὰ τοὺς χοροὺς, διὰ τὰς ἐσπερίδας καὶ τὰ Μεγάλα Καταστήματα ΛΟΥΒΡ, μόνον παρέλαβον ἐκ Παρισίων χορευτικὰς ζώνας καὶ ἐπὶ πᾶσιν κουκλίτσες. Πᾶν εἶδος φωτισμοῦ πολυελαίων, πολυφώτων κτλ. — Τιμαὶ πάντοτε μικραὶ καὶ ὡρισμέναι PRIX-FIXE. xyxy=(939,1150,1239,1277)
list-item xyxy=(1247,1475,1558,1492)
news-item: ΓΚΑΙΤΕ. — Τὸ Γκαιτὲ σήμερον δίδει τὸν πρῶτον χορὸν μετημφιεσμένων τοῦ ὁποίου θὰ λάβωσι μέρος περὶ τὰς 28 ἀρτίστας καὶ Βουλιᾶδες. xyxy=(939,1481,1239,1525)
date-left xyxy=(44,124,146,149)
article-paragraph: Ὁμολογῶ ὅτι οὐδέποτε ἤλπιζον νὰ ἴδω καὶ τμῆμα ζωγραφικῆς ὑπὸ τὸν κ. Λάντσαν — ὑπάρχει καὶ αὐτὸ διὰ νὰ λαμβάνουν αἱ μαθήτριαι ἰδέαν καλλιτεχνίας ἀπαραίτητον διὰ τὴν καλὴν οἰκοκυράν. Ὅλα ταῦτα ὑπὸ τὴν ἐποπτείαν τοῦ Εὐαγγελίου διδασκάλου καὶ τῆς ἐπιμελούς κυρίας τοῦ Λάλλη, τὴν ὁποίαν ἐνθυμοῦμαι ἀπὸ τὰ πρῶτα χρόνια τοῦ σχολείου τῶν Ἑλληνίδων, ἀλλὰ καὶ ὡς κλῆρον παιδαγωγικὸν τῆς Μεγάλης Βρεττανίας. xyxy=(44,1779,337,1954)
notice-text: παρακαλοῦμεν πάντας ὅσοι εὐαρεστοῦνται προσελθόντες ἵνα ἑνώσωσι τὰς πρὸς τὸν Ὕψιστον δεήσεις μας. xyxy=(1247,822,1558,865)
list-heading: Σήμερον ἐκδίδονται: xyxy=(1339,1306,1466,1320)
article-paragraph: Ὁ σκοπὸς τοῦ Δελτίου θὰ ἐπιδιωχθῇ διὰ πολλαπλῆς ἐργασίας ἐν τῇ συντάξει αὐτοῦ, ὅπως δημοσιευθῇ κατὰ μῆνα διάφορα ζητήματα ἀφορῶντα τὰ ἔργα τῆς γεωργίας ἑκάστης ἐποχῆς, πάσης δὲ φύσεως ὁδηγίαι διὰ τὴν καλλιέργειαν τῶν γεωργικῶν προϊόντων, περὶ καλλιεργητικῶν φυτῶν κλπ. xyxy=(346,712,629,814)
lede: Θεωρεῖται βέβαιον, ὅτι αἱ ἐργασίαι τῆς Βουλῆς θὰ ἐπαναληφθῶσι τὴν Δευτέραν ἑβδομάδα τῆς Τεσσαρακοστῆς. xyxy=(636,533,931,604)
signature: Μεθ' ὑπολήψεως Ἠλίας Τυροβίρος Διευθυντὴς τοῦ ξενοδοχείου τὸ «Ἔθνος» xyxy=(1284,295,1522,338)
article-paragraph: Ὁμολογήσατε, παρακαλῶ, ὅτι εὑρίσκομεθα πρὸ μεγάλων ἀλμάτων γυναικείας μεταρρυθμίσεως, ἔξω ἐξαρτήσεως, ἀλλὰ τῆς πραγματικῆς, ἐθνικῆς, κοινωνικῆς. Ὅταν τὸ ὄνομα τῆς Ἑνώσεως ἀκουσθῇ δυνατὸν εἰς ἐνίσχυσιν ὑπ' αὐτῆς διατηρεῖται οἶκος. Ἐὰν δὲ ἡ πολυπαθὴς μεγαλομανὴς τάξις πεισθῇ ὅτι ματαίως ζητεῖ νὰ ἐπιβάλῃ τὰ πρότυπά της εἰς τὴν νεολαίαν, ὡς εἰς τὸν ἴδιον δέχονται ἐν τοιούτῳ ζητήματι. Ἐλπίζομεν ὅτι θὰ καθαρθῶμεν τὸ πρόσωπον τῶν γυναικῶν καὶ τότε ἡ οἰκογένεια θὰ εὕρῃ τὸν ὀλίγον ἐγκέφαλον τῆς γνωριμίας τοῦ κρατισμοῦ τῆς καταστάσεως ταύτης. xyxy=(346,221,629,459)
column-2 xyxy=(346,34,629,2298)
article-paragraph: Τὸ μηχάνημα τοῦτο συνίσταται ἐξ ἑνὸς μεγάλου σιδηροῦ κιβωτίου, τὸ ὁποῖον περιέχει τοὺς σκύλους θὰ φέρεται ἐντὸς θαλάμου μὲ ἀεριόφως, ἡ ζωή των ἀφαιρεῖται εἰς μικρὸν χρονικὸν διάστημα καὶ οἱ σκύλοι τελευτοῦν ἀνευ πόνου. xyxy=(346,1371,629,1458)
list-item xyxy=(1247,1374,1558,1391)
list-item-value: 16 xyxy=(1541,1374,1557,1389)
list-item-value: 42 xyxy=(1541,1323,1557,1338)
list-item-value: 50 xyxy=(1541,1391,1557,1405)
date-bar xyxy=(44,117,337,156)
article-paragraph: — Καλὰ τὰ λές· Αὐτοὶ ποῦ νομίζεις μὲ τὰ κουρέλια ποῦ εἶνε ζητιάνοι, εἶνε ἀπολύστατα στρατιῶται. xyxy=(44,550,337,598)
letter-salutation: Κύριε Συντάκτα, xyxy=(1277,74,1374,89)
article-paragraph: Πρόσωπον δυνάμενον νὰ γνωρίζῃ, μᾶς ἐπληροφόρησεν, ὅτι ἡ Κυβέρνησις σκέπτεται, ὅταν ἐπαναληφθῶσιν αἱ συνεδριάσεις τῆς Βουλῆς μετὰ τὰς Ἀπόκρεω, νὰ χορηγήσῃ συμπληρωματικὴν ἀποζημίωσιν ἐκ 800 δραχμῶν εἰς ἕκαστον ἐκ τῶν βουλευτῶν. xyxy=(636,797,931,893)
list-item xyxy=(1247,1441,1558,1458)
classified-ad: Ζητεῖται μικρὸς ὑπάλληλος διὰ τὸ ἐπαγγελματικὸν Δ. Βασιλείου. Ὁδὸς Αἰόλου ἀριθ. 140. xyxy=(636,1644,931,1692)
headline: ΤΟ ΓΕΩΡΓΙΚΟΝ ΠΕΡΙΟΔΙΚΟΝ xyxy=(369,493,606,516)
news-item: — Ἀντὶλλαξε δακτύλιον ἀρραβῶνα ἐν Πάτραις ἡ κ. Παναγιωτόπουλος μηχανικὸς μετὰ τῆς ἀξιολόγου δεσποινίδος Ὄλγας Γρ. Δημητροπούλου. xyxy=(939,831,1239,875)
masthead-subtitle: ΗΜΕΡΟΛΟΓΙΟΝ xyxy=(115,100,265,115)
article-paragraph: Τὰ εἰσιτήρια ταῦτα πωλοῦνται ἔξωθεν τοῦ καφενείου Ζαχαράτου ἐν Ἀθήναις καὶ εἰς τὸ κατάστημα τῆς Δημαρχίας κατωθεν ἐν Πειραιεῖ. xyxy=(939,455,1239,499)
list-item-value: 9 xyxy=(1549,1407,1557,1422)
article-paragraph: Οἱ ἄλλοι ἀρχηγοὶ τῶν ἀντιπολιτευομένων ὁμάδων τῆς ἀντιπολιτεύσεως ἐπίσης δὲν ἐξέφρασαν ἀκόμη τὰς γνώμας των ἐπὶ τοῦ νομοσχεδίου τούτου, ἐν γένει δὲ θεωρεῖται βέβαιον, ὅτι αἱ ἐπὶ τοῦ νομοσχεδίου τούτου γνῶμαι τῶν ἀντιπολιτευομένων θὰ εἶνε διηρημέναι. xyxy=(636,1194,931,1305)
article-paragraph: Προχθὲς εἰς τὰς ἀποφοιτήσεις ἐξετάσεις τῆς Οἰκοκυρικῆς σχολῆς ποῦ ἐδόθη προσφώνησις ὑπὸ τῆς Προέδρου κυρίας Σπύρου ἐθαυμάσαμεν τὴν συντελεσθεῖσαν ἐντὸς ὀλίγου ἐργασίαν. Εἰς τὸ τμῆμα τῆς ραπτικῆς εἰς τὸ ὁποῖον ἐξετάσθησαν πάντα διδάσκαλος, αἱ κυρίαι Μπέτση καὶ Μενδρινοῦ, εἴδα περίκομψα γυναικεῖα κοστούμια ἐξελθόντα ἀπὸ χεῖρας μαθητριῶν. xyxy=(44,1497,337,1639)
article-paragraph: Θὰ δημοσιεύωνται συστηματικαὶ μελέται καὶ πρακτικαὶ ὁδηγίαι καὶ παντὸς εἴδους πληροφορίαι καὶ θὰ ἐξετάζωνται ἐπίκαιρα γεωργικὰ ζητήματα ἢ μέτρα ἀφορῶντα εἰς τὴν βελτίωσιν εἴδους καλλιεργείας ἢ βιομηχανικῶν ἢ ἀφορῶντα εἰς τὴν εἰσαγωγὴν νέων εἰδῶν κ.λ.π. xyxy=(346,819,629,920)
headline: ΔΙΑΤΡΙΒΑΙ xyxy=(1247,40,1558,69)
article-paragraph: Δὲν εἶνε ἀκόμη γνωστὴ ἡ στάσις τὴν ὁποίαν θὰ τηρήσωσιν αἱ ὁμάδες τῆς ἀντιπολιτεύσεως ἐπὶ τοῦ νομοσχεδίου περὶ τῆς διοικήσεως τοῦ στρατοῦ, τοῦ ὑποβληθέντος κατὰ τὴν προχθεσινὴν συνεδρίασιν τῆς Βουλῆς ὑπὸ τοῦ ὑπουργοῦ τῶν Στρατιωτικῶν κ. Τσαμαδοῦ. Ὁ κ. Δηλιγιάννης, διαλαβὼν πρὸς φίλους του, εἶπεν, ὅτι θὰ μελετήσῃ τὸ νομοσχέδιον καὶ θὰ ἀποφασίσῃ τὴν γνώμην του κατὰ τὴν συζήτησιν αὐτοῦ ἐν τῇ Βουλῇ, ἐν γένει δὲ ὅμως ὅτι τοῦ ζητήματος αὐτοῦ προκαλεῖ πολλὴν ἐπιφυλακτικότητα. xyxy=(636,997,931,1188)
headline: ΑΙ ΕΡΓΑΣΙΑΙ ΤΗΣ ΒΟΥΛΗΣ xyxy=(654,350,912,380)
headline: ΘΑΥΜΑ ΘΑΥΜΑΤΩΝ xyxy=(1247,974,1558,1007)
list-item-value: 78 xyxy=(1541,1441,1557,1456)
article-paragraph: Ὡς ἐγράψαμεν ἤδη, τὸ ὑπουργεῖον τῶν Ἐσωτερικῶν ἐπιθυμεῖ νὰ λάβῃ ἰσχυρότερον ὤθησιν εἰς τὴν γεωργικὴν ἀνάπτυξιν τοῦ τόπου ἀπεφάσισε μεταξὺ τῶν ἄλλων μέτρων νὰ ἐκδώσῃ μηνιαῖον Γεωργικὸν δελτίον, ὑπὸ τὴν διεύθυνσιν τοῦ Γεωργικοῦ τμήματος, διὰ τοῦ ὁποίου θὰ παρέχωνται εἰς τοὺς γεωργοὺς πληροφορίαι καὶ ὁδηγίαι ἐπὶ παντὸς ζητήματος ἀφορῶντος τὴν γεωργίαν. xyxy=(346,576,629,707)
headline: ΠΩΣ ΘΑ ΦΥΤΕΥΘΩΣΙΝ ΟΙ ΕΥΚΕΣ xyxy=(355,1132,620,1155)
